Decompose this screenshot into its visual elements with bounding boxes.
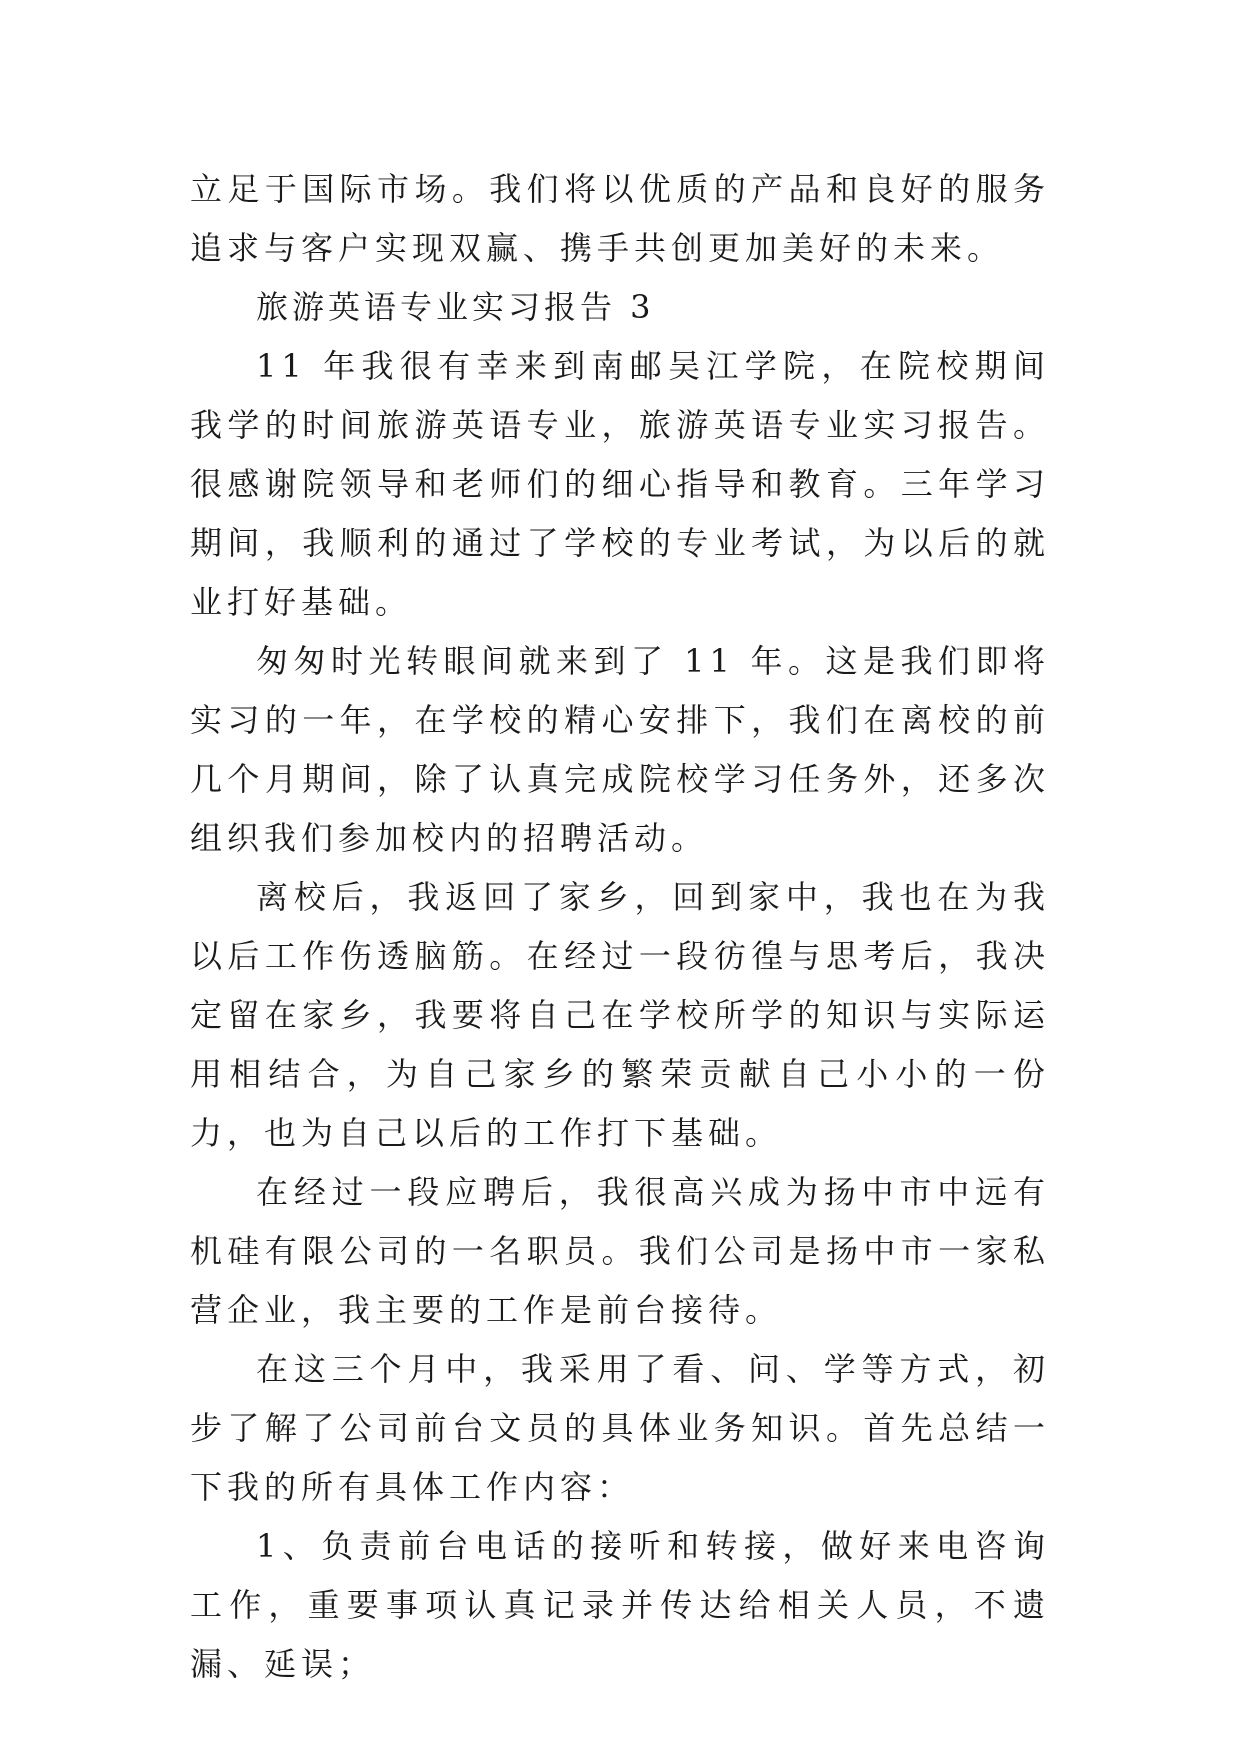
document-body: [190, 160, 1050, 1694]
paragraph: 离校后，我返回了家乡，回到家中，我也在为我以后工作伤透脑筋。在经过一段彷徨与思考后，我决定留在家乡，我要将自己在学校所学的知识与实际运用相结合，为自己家乡的繁荣贡献自己小小的一份力，也为自己以后的工作打下基础。: [190, 878, 1050, 1152]
paragraph-continuation: 立足于国际市场。我们将以优质的产品和良好的服务追求与客户实现双赢、携手共创更加美好的未来。: [190, 170, 1050, 267]
list-item-paragraph: 1、负责前台电话的接听和转接，做好来电咨询工作，重要事项认真记录并传达给相关人员，不遗漏、延误；: [190, 1527, 1050, 1683]
paragraph: 在这三个月中，我采用了看、问、学等方式，初步了解了公司前台文员的具体业务知识。首先总结一下我的所有具体工作内容：: [190, 1350, 1050, 1506]
paragraph: 11 年我很有幸来到南邮吴江学院，在院校期间我学的时间旅游英语专业，旅游英语专业实习报告。很感谢院领导和老师们的细心指导和教育。三年学习期间，我顺利的通过了学校的专业考试，为以后的就业打好基础。: [190, 347, 1050, 621]
paragraph: 在经过一段应聘后，我很高兴成为扬中市中远有机硅有限公司的一名职员。我们公司是扬中市一家私营企业，我主要的工作是前台接待。: [190, 1173, 1050, 1329]
paragraph: 匆匆时光转眼间就来到了 11 年。这是我们即将实习的一年，在学校的精心安排下，我们在离校的前几个月期间，除了认真完成院校学习任务外，还多次组织我们参加校内的招聘活动。: [190, 642, 1050, 857]
section-heading: 旅游英语专业实习报告 3: [256, 288, 655, 326]
